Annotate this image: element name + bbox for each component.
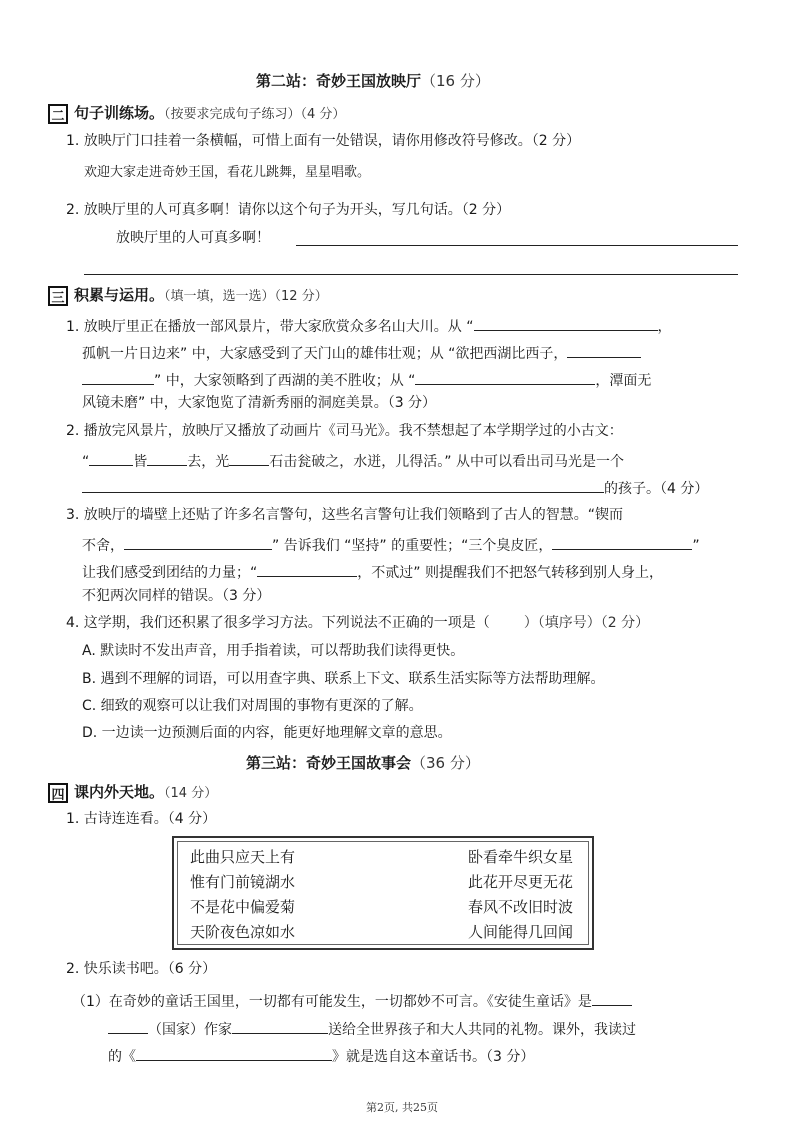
s3-q4-option-d: D. 一边读一边预测后面的内容，能更好地理解文章的意思。 — [82, 725, 452, 741]
s2-q1-text: 1. 放映厅门口挂着一条横幅，可惜上面有一处错误，请你用修改符号修改。（2 分） — [66, 133, 581, 149]
poem-matching-box — [172, 836, 594, 950]
station2-title: 第二站：奇妙王国放映厅（16 分） — [256, 72, 490, 90]
s3-q4-option-b: B. 遇到不理解的词语，可以用查字典、联系上下文、联系生活实际等方法帮助理解。 — [82, 671, 605, 687]
s3-q4-option-a: A. 默读时不发出声音，用手指着读，可以帮助我们读得更快。 — [82, 643, 465, 659]
fill-blank[interactable] — [229, 451, 269, 466]
poem-right-line[interactable]: 此花开尽更无花 — [468, 873, 574, 891]
s3-q4-stem: 4. 这学期，我们还积累了很多学习方法。下列说法不正确的一项是（ ）（填序号）（2 分） — [66, 615, 650, 631]
s4-q2-text: 2. 快乐读书吧。（6 分） — [66, 961, 217, 977]
section4-heading: 课内外天地。（14 分） — [74, 783, 218, 801]
station3-title: 第三站：奇妙王国故事会（36 分） — [246, 754, 480, 772]
fill-blank[interactable] — [592, 991, 632, 1006]
fill-blank[interactable] — [232, 1019, 328, 1034]
poem-left-line[interactable]: 此曲只应天上有 — [190, 848, 296, 866]
s3-q1-line3: ” 中，大家领略到了西湖的美不胜收；从 “ ，潭面无 — [82, 370, 651, 388]
fill-blank[interactable] — [136, 1046, 332, 1061]
section-number-badge: 三 — [48, 286, 68, 306]
s3-q3-line4: 不犯两次同样的错误。（3 分） — [82, 588, 271, 604]
s3-q1-line4: 风镜未磨” 中，大家饱览了清新秀丽的洞庭美景。（3 分） — [82, 395, 437, 411]
s3-q2-line3: 的孩子。（4 分） — [82, 478, 708, 496]
poem-left-line[interactable]: 不是花中偏爱菊 — [190, 898, 296, 916]
s3-q3-line1: 3. 放映厅的墙壁上还贴了许多名言警句，这些名言警句让我们领略到了古人的智慧。“锲而 — [66, 507, 624, 523]
poem-right-line[interactable]: 春风不改旧时波 — [468, 898, 574, 916]
fill-blank[interactable] — [474, 316, 658, 331]
answer-line[interactable] — [296, 245, 738, 246]
fill-blank[interactable] — [82, 478, 604, 493]
s3-q4-option-c: C. 细致的观察可以让我们对周围的事物有更深的了解。 — [82, 698, 423, 714]
section2-heading: 句子训练场。（按要求完成句子练习）（4 分） — [74, 104, 346, 122]
answer-line[interactable] — [84, 274, 738, 275]
fill-blank[interactable] — [89, 451, 133, 466]
fill-blank[interactable] — [567, 343, 641, 358]
fill-blank[interactable] — [82, 370, 154, 385]
s3-q2-line1: 2. 播放完风景片，放映厅又播放了动画片《司马光》。我不禁想起了本学期学过的小古文： — [66, 423, 623, 439]
fill-blank[interactable] — [147, 451, 187, 466]
fill-blank[interactable] — [415, 370, 595, 385]
s3-q3-line3: 让我们感受到团结的力量；“ ，不贰过” 则提醒我们不把怒气转移到别人身上， — [82, 562, 663, 580]
section-number-badge: 四 — [48, 783, 68, 803]
s3-q1-line1: 1. 放映厅里正在播放一部风景片，带大家欣赏众多名山大川。从 “ ， — [66, 316, 672, 334]
fill-blank[interactable] — [108, 1019, 148, 1034]
s2-q2-text: 2. 放映厅里的人可真多啊！请你以这个句子为开头，写几句话。（2 分） — [66, 202, 511, 218]
fill-blank[interactable] — [257, 562, 357, 577]
s4-q2-sub1-line2: （国家）作家 送给全世界孩子和大人共同的礼物。课外，我读过 — [108, 1019, 636, 1037]
s4-q1-text: 1. 古诗连连看。（4 分） — [66, 811, 217, 827]
section3-heading: 积累与运用。（填一填，选一选）（12 分） — [74, 286, 328, 304]
s2-q1-banner: 欢迎大家走进奇妙王国，看花儿跳舞，星星唱歌。 — [84, 165, 371, 180]
poem-left-line[interactable]: 惟有门前镜湖水 — [190, 873, 296, 891]
s3-q2-line2: “ 皆 去，光 石击瓮破之，水迸，儿得活。” 从中可以看出司马光是一个 — [82, 451, 624, 469]
poem-left-line[interactable]: 天阶夜色凉如水 — [190, 923, 296, 941]
s2-q2-lead: 放映厅里的人可真多啊！ — [116, 230, 270, 246]
section-number-badge: 二 — [48, 104, 68, 124]
s3-q1-line2: 孤帆一片日边来” 中，大家感受到了天门山的雄伟壮观；从 “欲把西湖比西子， — [82, 343, 641, 361]
fill-blank[interactable] — [124, 535, 272, 550]
s3-q3-line2: 不舍， ” 告诉我们 “坚持” 的重要性；“三个臭皮匠， ” — [82, 535, 700, 553]
s4-q2-sub1-line3: 的《 》就是选自这本童话书。（3 分） — [108, 1046, 534, 1064]
poem-right-line[interactable]: 卧看牵牛织女星 — [468, 848, 574, 866]
poem-right-line[interactable]: 人间能得几回闻 — [468, 923, 574, 941]
page-footer: 第2页, 共25页 — [366, 1101, 438, 1114]
s4-q2-sub1-line1: （1）在奇妙的童话王国里，一切都有可能发生，一切都妙不可言。《安徒生童话》是 — [72, 991, 632, 1009]
fill-blank[interactable] — [552, 535, 692, 550]
